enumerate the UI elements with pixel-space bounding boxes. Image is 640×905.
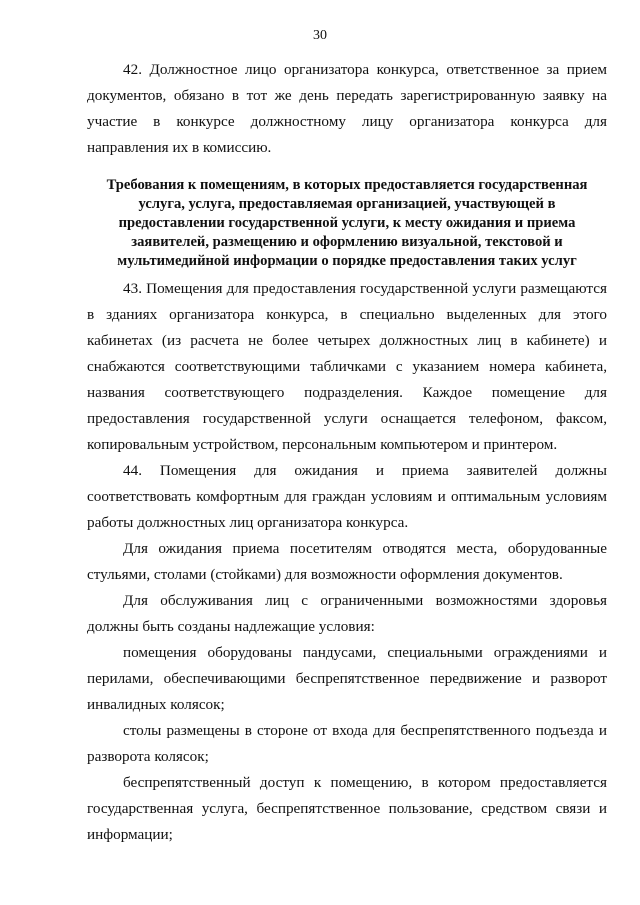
paragraph-tables-placement: столы размещены в стороне от входа для беспрепятственного подъезда и разворота колясок; bbox=[87, 722, 607, 765]
paragraph-44: 44. Помещения для ожидания и приема заявителей должны соответствовать комфортным для граждан условиям и оптимальным условиям работы должностных лиц организатора конкурса. bbox=[87, 462, 607, 531]
page-number: 30 bbox=[313, 28, 327, 43]
section-heading: Требования к помещениям, в которых предоставляется государственная услуга, услуга, предоставляемая организацией, участвующей в предоставлении государственной услуги, к месту ожидания и приема заявителей, размещению и оформлению визуальной, текстовой и мультимедийной информации о порядке предоставления таких услуг bbox=[106, 177, 588, 269]
paragraph-43: 43. Помещения для предоставления государственной услуги размещаются в зданиях организатора конкурса, в специально выделенных для этого кабинетах (из расчета не более четырех должностных лиц в кабинете) и снабжаются соответствующими табличками с указанием номера кабинета, названия соответствующего подразделения. Каждое помещение для предоставления государственной услуги оснащается телефоном, факсом, копировальным устройством, персональным компьютером и принтером. bbox=[87, 280, 607, 453]
paragraph-ramps: помещения оборудованы пандусами, специальными ограждениями и перилами, обеспечивающими беспрепятственное передвижение и разворот инвалидных колясок; bbox=[87, 644, 607, 713]
paragraph-disabled-access: Для обслуживания лиц с ограниченными возможностями здоровья должны быть созданы надлежащие условия: bbox=[87, 592, 607, 635]
paragraph-42: 42. Должностное лицо организатора конкурса, ответственное за прием документов, обязано в тот же день передать зарегистрированную заявку на участие в конкурсе должностному лицу организатора конкурса для направления их в комиссию. bbox=[87, 61, 607, 156]
paragraph-free-access: беспрепятственный доступ к помещению, в котором предоставляется государственная услуга, беспрепятственное пользование, средством связи и информации; bbox=[87, 774, 607, 843]
paragraph-waiting-places: Для ожидания приема посетителям отводятся места, оборудованные стульями, столами (стойками) для возможности оформления документов. bbox=[87, 540, 607, 583]
paragraph-block-43 bbox=[87, 276, 607, 848]
paragraph-block-42 bbox=[87, 57, 607, 161]
